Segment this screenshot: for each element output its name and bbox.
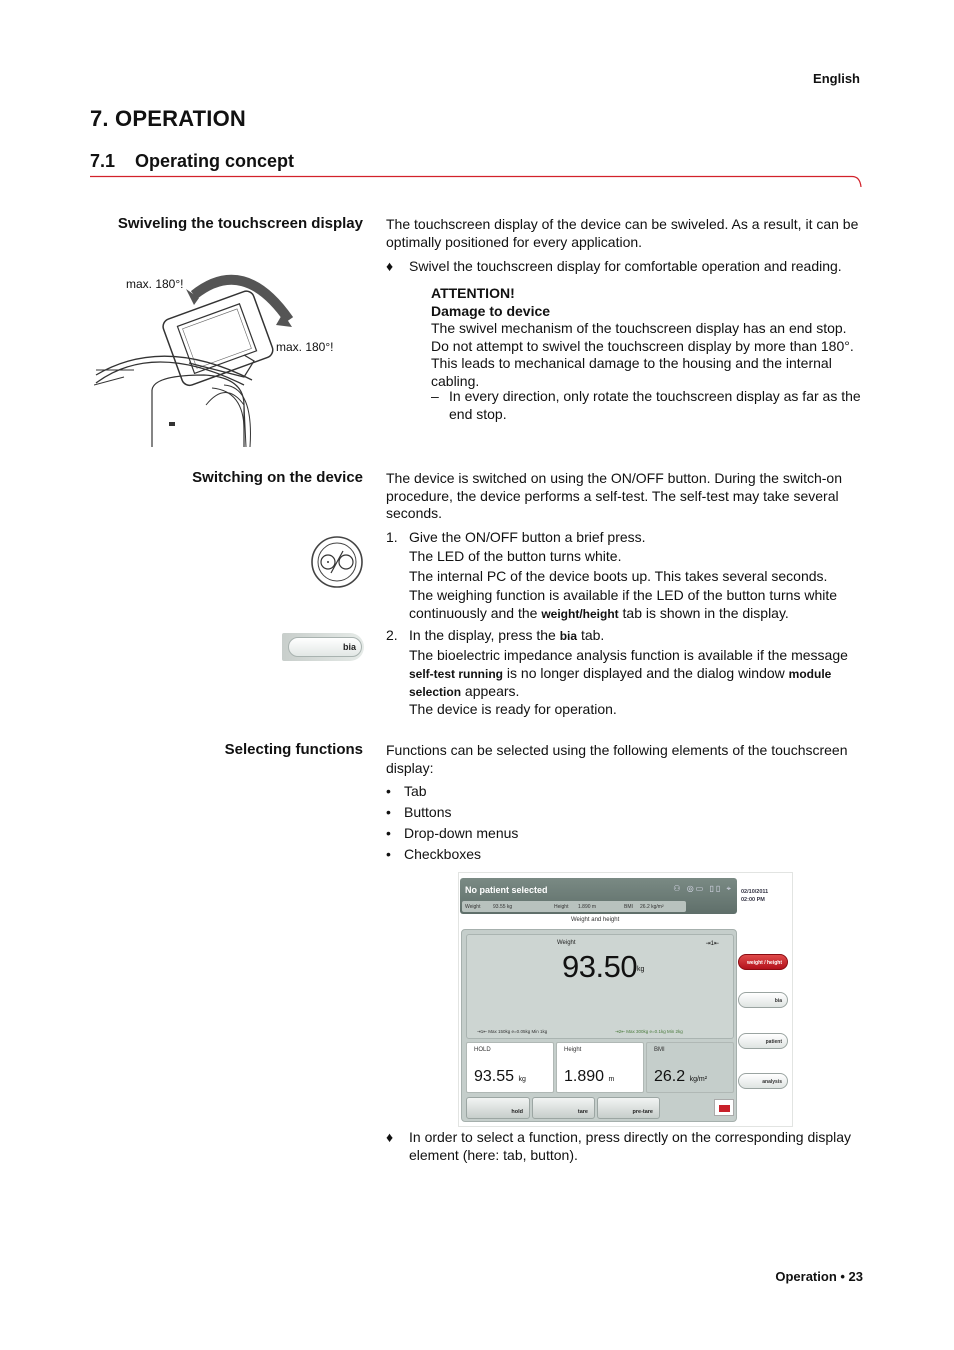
attention-text: The swivel mechanism of the touchscreen display has an end stop. Do not attempt to swivel the touchscreen display by more than 180°. This leads to mechanical damage to the housing and the internal cabling.: [431, 320, 854, 389]
list-item: • Checkboxes: [386, 846, 482, 862]
selecting-final: ♦ In order to select a function, press directly on the corresponding display element (here: tab, button).: [386, 1129, 852, 1163]
selecting-heading: Selecting functions: [224, 741, 363, 758]
panel-title: Weight and height: [571, 917, 620, 923]
tab-weight-height[interactable]: weight / height: [738, 954, 788, 970]
swivel-step: ♦ Swivel the touchscreen display for comfortable operation and reading.: [386, 258, 842, 274]
patient-status: No patient selected: [465, 885, 548, 895]
figure-label-right: max. 180°!: [276, 340, 334, 354]
hold-cell: HOLD 93.55 kg: [466, 1042, 554, 1093]
range2-info: ⇥2⇤ Max 300kg e=0.1kg Min 2kg: [615, 1029, 683, 1034]
status-icons: ⚇ ◎▭ ▯▯ ⌖: [673, 884, 733, 893]
switching-step2-b: The device is ready for operation.: [409, 701, 617, 717]
power-button-icon: [310, 535, 364, 589]
section-rule: [90, 175, 862, 189]
tab-bia[interactable]: bia: [738, 992, 788, 1008]
attention-label: ATTENTION!: [431, 285, 515, 301]
swivel-intro: The touchscreen display of the device can be swiveled. As a result, it can be optimally positioned for every application.: [386, 216, 859, 250]
selecting-intro: Functions can be selected using the following elements of the touchscreen display:: [386, 742, 848, 776]
chapter-title: 7. OPERATION: [90, 106, 247, 131]
page-footer: Operation • 23: [775, 1269, 863, 1284]
language-label: English: [813, 71, 860, 86]
bia-tab-label: bia: [342, 642, 356, 652]
attention-title: Damage to device: [431, 303, 551, 319]
weight-height-panel: [461, 929, 737, 1122]
switching-step1-c: The weighing function is available if the LED of the button turns white continuously and the weight/height tab is shown in the display.: [409, 587, 838, 621]
pre-tare-button[interactable]: pre-tare: [597, 1097, 660, 1119]
figure-label-left: max. 180°!: [126, 277, 184, 291]
switching-step1-a: The LED of the button turns white.: [409, 548, 622, 564]
patient-header: [460, 878, 737, 914]
list-item: • Tab: [386, 783, 427, 799]
list-item: • Drop-down menus: [386, 825, 519, 841]
switching-step1-b: The internal PC of the device boots up. This takes several seconds.: [409, 568, 828, 584]
touchscreen-screenshot: [458, 872, 793, 1127]
range-indicator: ⇥1⇤: [705, 941, 719, 947]
tab-analysis[interactable]: analysis: [738, 1073, 788, 1089]
attention-dash: – In every direction, only rotate the touchscreen display as far as the end stop.: [431, 388, 861, 422]
switching-step1: 1. Give the ON/OFF button a brief press.: [386, 529, 646, 545]
swivel-display-illustration: [94, 265, 294, 447]
range1-info: ⇥1⇤ Max 150kg e=0.05kg Min 1kg: [477, 1029, 548, 1034]
swivel-heading: Swiveling the touchscreen display: [117, 215, 363, 232]
exit-button[interactable]: [714, 1099, 734, 1116]
switching-intro: The device is switched on using the ON/OFF button. During the switch-on procedure, the device performs a self-test. The self-test may take several seconds.: [386, 470, 842, 521]
date-time: 02/10/2011 02:00 PM: [741, 889, 769, 903]
tab-patient[interactable]: patient: [738, 1033, 788, 1049]
section-title: 7.1 Operating concept: [90, 151, 295, 171]
switching-heading: Switching on the device: [192, 469, 363, 486]
hold-button[interactable]: hold: [466, 1097, 530, 1119]
weight-display: Weight 93.50 kg ⇥1⇤ ⇥1⇤ Max 150kg e=0.05kg Min 1kg ⇥2⇤ Max 300kg e=0.1kg Min 2kg: [466, 934, 734, 1039]
switching-step2-a: The bioelectric impedance analysis function is available if the message self-test running is no longer displayed and the dialog window module selection appears.: [409, 647, 848, 699]
bia-tab[interactable]: [282, 633, 364, 661]
tare-button[interactable]: tare: [532, 1097, 595, 1119]
bmi-cell: BMI 26.2 kg/m²: [646, 1042, 734, 1093]
list-item: • Buttons: [386, 804, 452, 820]
weight-value: 93.50: [562, 949, 638, 984]
switching-step2: 2. In the display, press the bia tab.: [386, 627, 605, 643]
diamond-icon: ♦: [386, 258, 394, 274]
height-cell: Height 1.890 m: [556, 1042, 644, 1093]
summary-row: Weight 93.55 kg Height 1.890 m BMI 26.2 kg/m²: [462, 901, 686, 912]
